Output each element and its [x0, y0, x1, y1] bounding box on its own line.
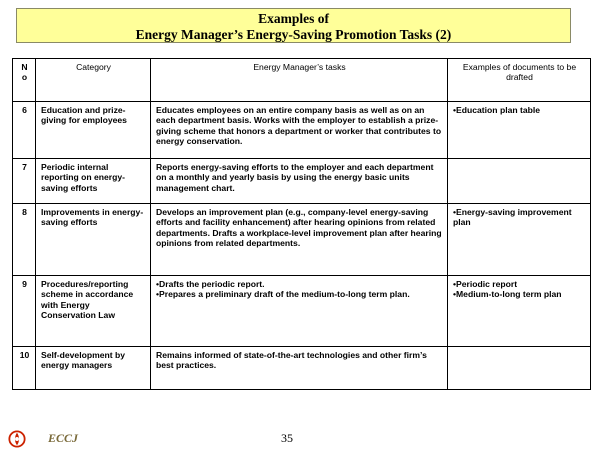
document-item: • Energy-saving improvement plan — [453, 207, 586, 228]
table-row — [13, 159, 591, 204]
header-no: N o — [13, 59, 36, 102]
row-tasks — [151, 276, 448, 347]
row-tasks: Educates employees on an entire company basis as well as on an each department basis. Works with the employer to establish a prize-giving scheme that honors a department or worker that contributes to energy conservation. — [151, 102, 448, 159]
row-category: Periodic internal reporting on energy-saving efforts — [36, 159, 151, 204]
table-header-row — [13, 59, 591, 102]
row-documents — [448, 204, 591, 276]
row-number: 9 — [13, 276, 36, 347]
document-item: • Education plan table — [453, 105, 586, 115]
row-category: Improvements in energy-saving efforts — [36, 204, 151, 276]
table-row — [13, 102, 591, 159]
header-category: Category — [36, 59, 151, 102]
row-number: 7 — [13, 159, 36, 204]
footer-brand: ECCJ — [48, 431, 79, 445]
document-item: • Medium-to-long term plan — [453, 289, 586, 299]
page-number: 35 — [281, 431, 293, 445]
table-row — [13, 276, 591, 347]
eccj-logo-icon — [8, 430, 26, 448]
slide-title — [16, 8, 571, 43]
row-number: 10 — [13, 347, 36, 390]
row-number: 8 — [13, 204, 36, 276]
document-item: • Periodic report — [453, 279, 586, 289]
row-tasks: Reports energy-saving efforts to the employer and each department on a monthly and yearly basis by using the energy basic units management chart. — [151, 159, 448, 204]
row-category: Self-development by energy managers — [36, 347, 151, 390]
header-tasks: Energy Manager’s tasks — [151, 59, 448, 102]
tasks-table — [12, 58, 591, 390]
row-documents — [448, 347, 591, 390]
row-number: 6 — [13, 102, 36, 159]
task-item: • Drafts the periodic report. — [156, 279, 443, 289]
row-tasks: Develops an improvement plan (e.g., company-level energy-saving efforts and facility enhancement) after hearing opinions from related departments. Drafts a workplace-level improvement plan after hearing opinions from related departments. — [151, 204, 448, 276]
header-documents: Examples of documents to be drafted — [448, 59, 591, 102]
row-tasks: Remains informed of state-of-the-art technologies and other firm’s best practices. — [151, 347, 448, 390]
title-line-2: Energy Manager’s Energy-Saving Promotion Tasks (2) — [135, 27, 452, 42]
row-documents — [448, 102, 591, 159]
row-category: Education and prize-giving for employees — [36, 102, 151, 159]
row-documents — [448, 159, 591, 204]
table-row — [13, 204, 591, 276]
row-category: Procedures/reporting scheme in accordance with Energy Conservation Law — [36, 276, 151, 347]
table-row — [13, 347, 591, 390]
task-item: • Prepares a preliminary draft of the medium-to-long term plan. — [156, 289, 443, 299]
title-line-1: Examples of — [258, 11, 329, 26]
row-documents — [448, 276, 591, 347]
